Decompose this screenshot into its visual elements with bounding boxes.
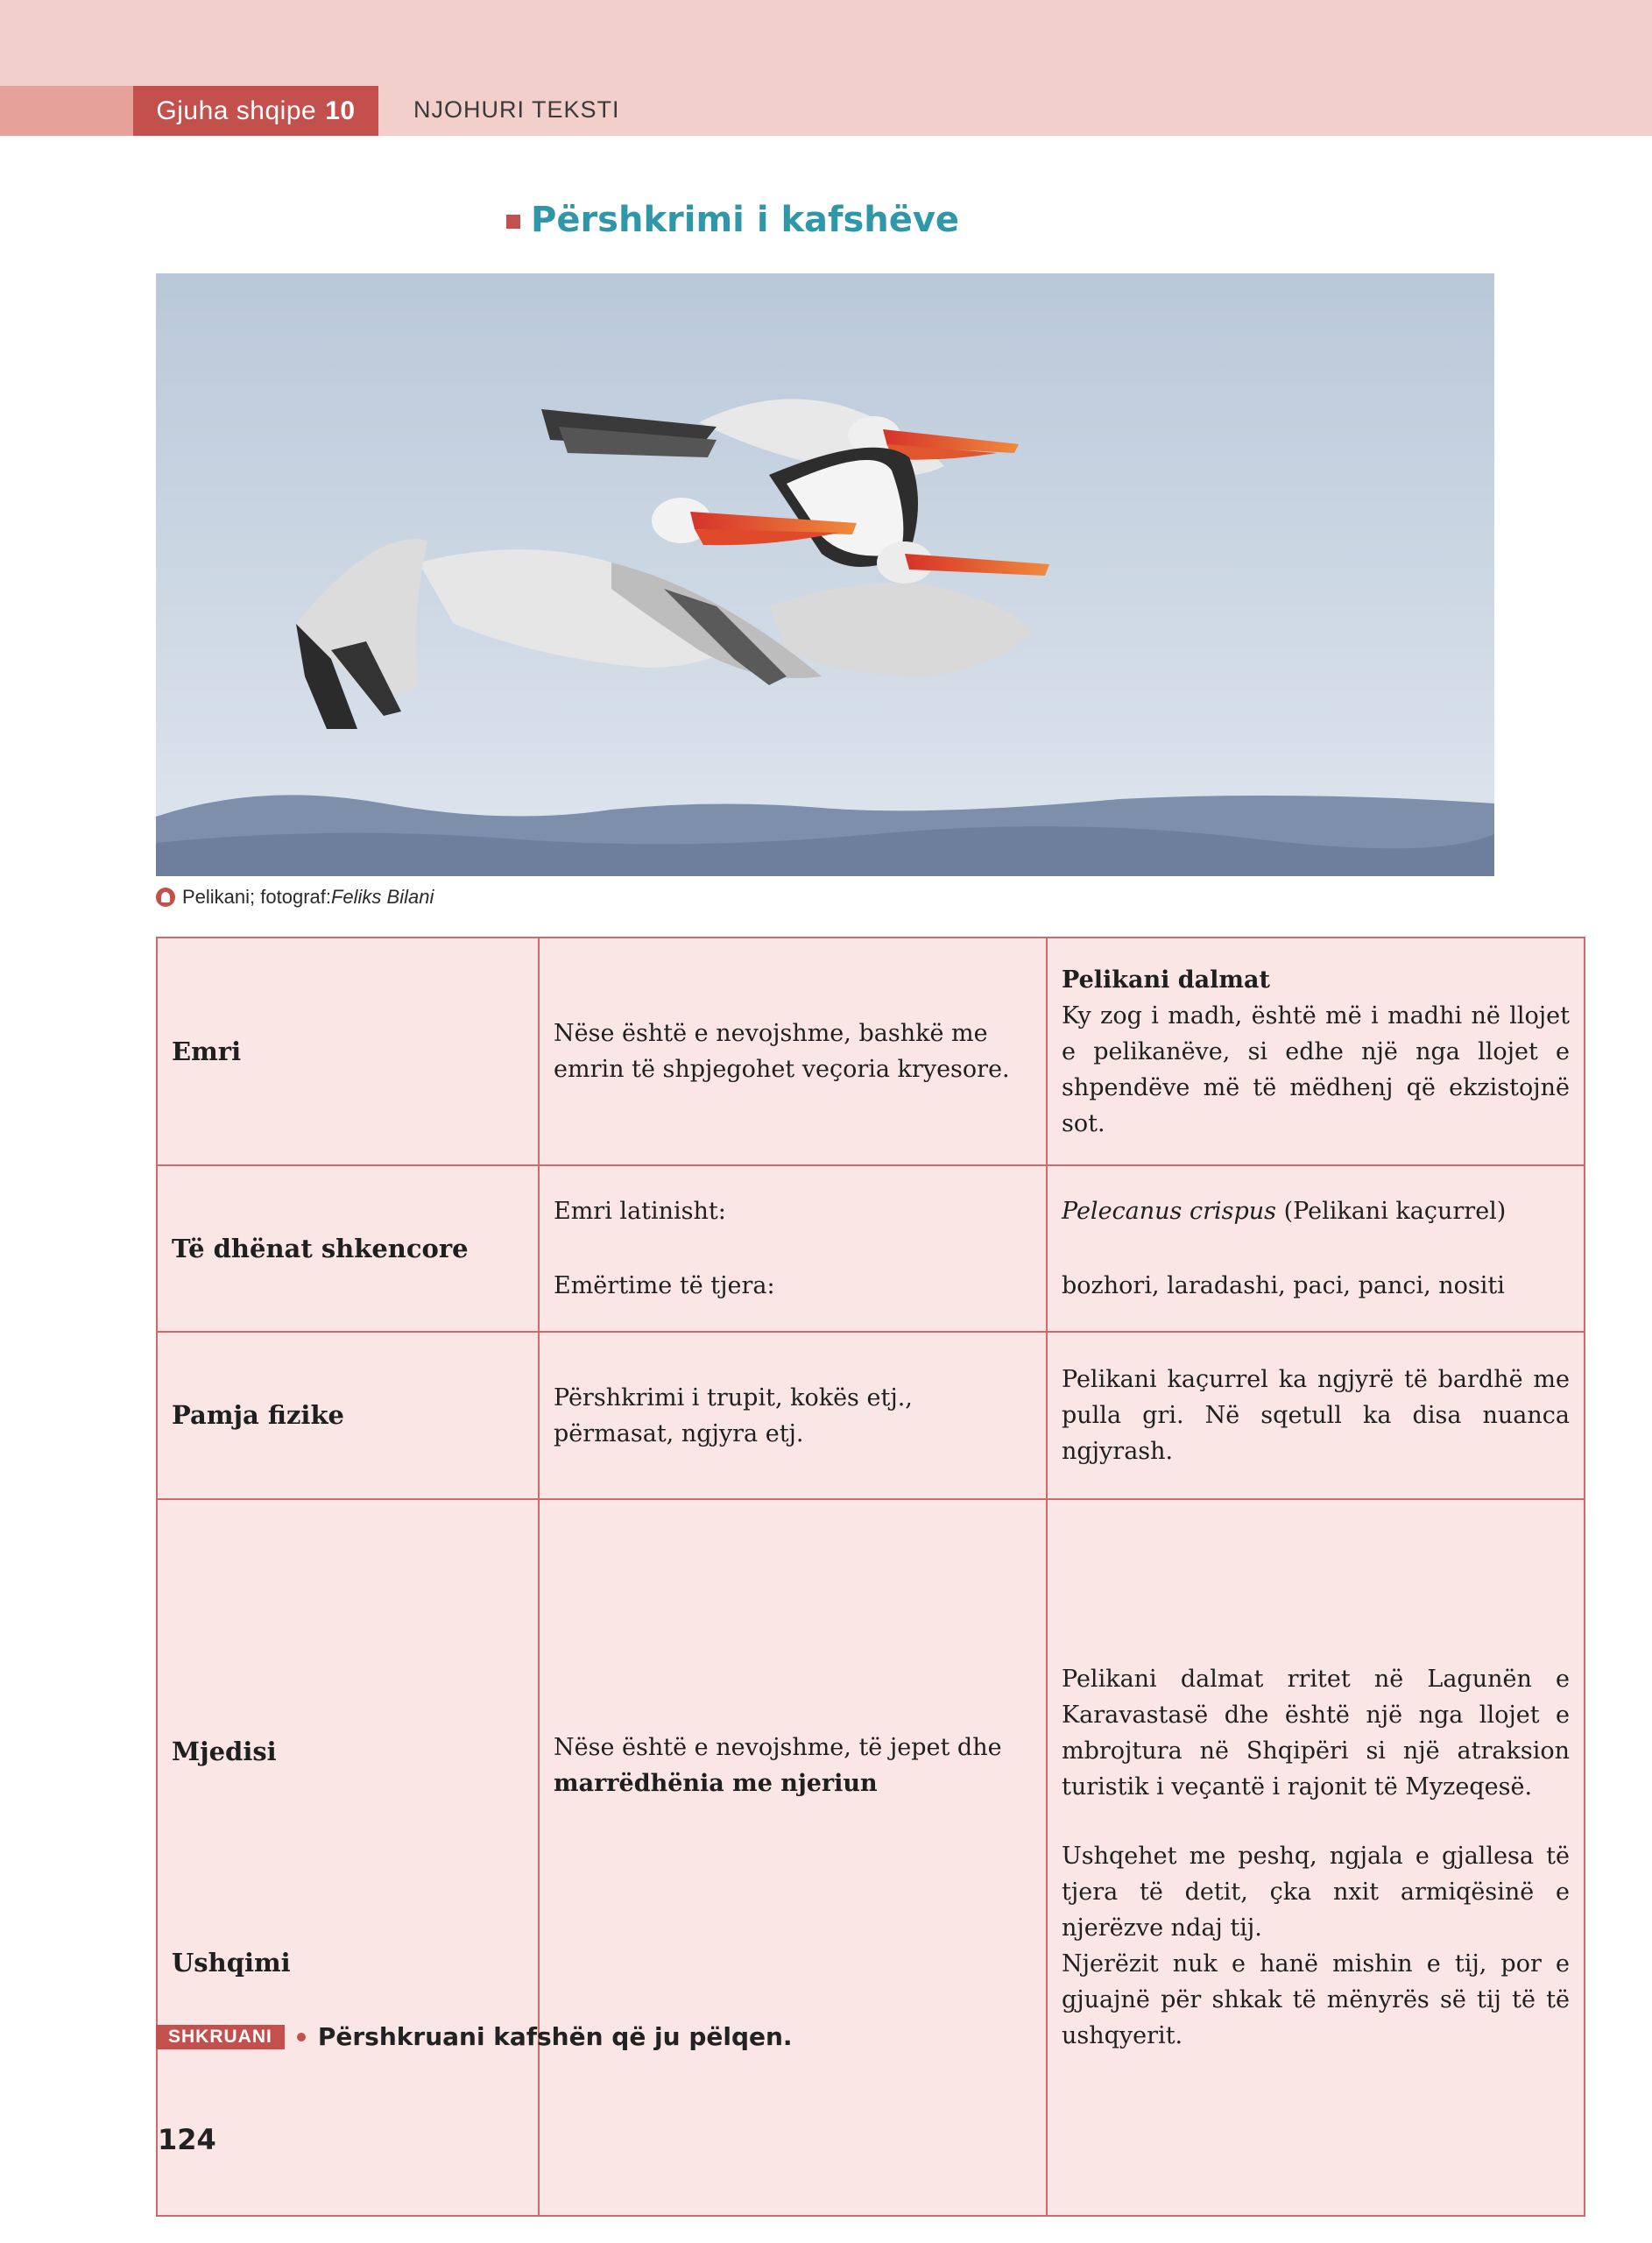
hint-food-prefix: Nëse është e nevojshme, të jepet dhe (554, 1734, 1002, 1761)
hint-food-bold: marrëdhënia me njeriun (554, 1770, 878, 1797)
label-physical: Pamja fizike (157, 1332, 539, 1499)
hint-scientific (539, 1165, 1047, 1332)
writing-exercise (156, 2022, 793, 2051)
subject-label (133, 86, 378, 136)
content-physical: Pelikani kaçurrel ka ngjyrë të bardhë me pulla gri. Në sqetull ka disa nuanca ngjyrash. (1047, 1332, 1585, 1499)
food-text-1: Ushqehet me peshq, ngjala e gjallesa të tjera të detit, çka nxit armiqësinë e njerëzve ndaj tij. (1062, 1843, 1570, 1942)
other-names: bozhori, laradashi, paci, panci, nositi (1062, 1272, 1505, 1299)
latin-line (1062, 1193, 1570, 1229)
content-name (1047, 938, 1585, 1165)
exercise-badge: SHKRUANI (156, 2025, 285, 2049)
section-label: NJOHURI TEKSTI (413, 96, 620, 123)
pelican-photo (156, 273, 1494, 876)
table-row-physical (157, 1332, 1585, 1499)
label-environment: Mjedisi (172, 1737, 277, 1766)
food-text-2: Njerëzit nuk e hanë mishin e tij, por e gjuajnë për shkak të mënyrës së tij të të ushqyerit. (1062, 1950, 1570, 2049)
square-bullet-icon (506, 215, 520, 229)
label-scientific: Të dhënat shkencore (157, 1165, 539, 1332)
hint-physical: Përshkrimi i trupit, kokës etj., përmasat, ngjyra etj. (539, 1332, 1047, 1499)
hint-latin: Emri latinisht: (554, 1198, 726, 1225)
page-title-wrap (506, 200, 959, 240)
environment-text: Pelikani dalmat rritet në Lagunën e Karavastasë dhe është një nga llojet e mbrojtura në Shqipëri si një atraksion turistik i veçantë i rajonit të Myzeqesë. (1062, 1666, 1570, 1801)
label-name: Emri (157, 938, 539, 1165)
label-food: Ushqimi (172, 1948, 291, 1978)
table-row-environment-food (157, 1499, 1585, 2216)
photo-caption (156, 886, 434, 909)
caption-author: Feliks Bilani (330, 886, 434, 908)
grade-number: 10 (325, 96, 356, 125)
content-scientific (1047, 1165, 1585, 1332)
hint-name: Nëse është e nevojshme, bashkë me emrin të shpjegohet veçoria kryesore. (539, 938, 1047, 1165)
subject-name: Gjuha shqipe (156, 96, 317, 125)
table-row-name (157, 938, 1585, 1165)
labels-environment-food (157, 1499, 539, 2216)
content-environment-food (1047, 1499, 1585, 2216)
exercise-text: Përshkruani kafshën që ju pëlqen. (317, 2022, 793, 2051)
name-text: Ky zog i madh, është më i madhi në llojet e pelikanëve, si edhe një nga llojet e shpendëve më të mëdhenj që ekzistojnë sot. (1062, 1001, 1570, 1137)
hint-other-names: Emërtime të tjera: (554, 1272, 775, 1299)
name-heading: Pelikani dalmat (1062, 966, 1270, 994)
hint-food (539, 1499, 1047, 2216)
caption-prefix: Pelikani; fotograf: (182, 886, 331, 908)
photo-credit-icon (156, 888, 175, 907)
table-row-scientific (157, 1165, 1585, 1332)
latin-name: Pelecanus crispus (1062, 1198, 1277, 1225)
page-title: Përshkrimi i kafshëve (531, 200, 960, 240)
latin-common: (Pelikani kaçurrel) (1276, 1198, 1507, 1225)
page-number: 124 (158, 2123, 216, 2156)
bullet-icon (297, 2033, 306, 2041)
